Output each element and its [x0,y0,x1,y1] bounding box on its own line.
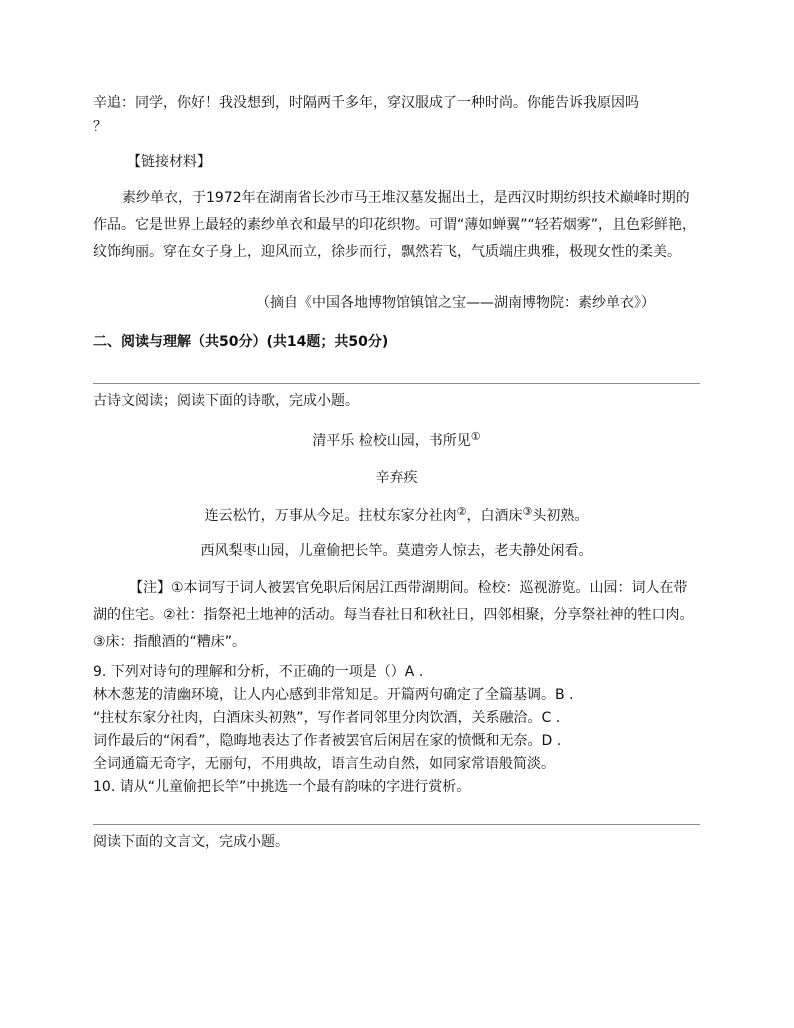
divider-rule [93,383,700,384]
poem-notes: 【注】①本词写于词人被罢官免职后闲居江西带湖期间。检校：巡视游览。山园：词人在带湖的住宅。②社：指祭祀土地神的活动。每当春社日和秋社日，四邻相聚，分享祭社神的牲口肉。③床：指酿酒的“糟床”。 [93,580,694,650]
poem-note-2: ② [456,505,467,518]
dialog-line-1: 辛追：同学，你好！我没想到，时隔两千多年，穿汉服成了一种时尚。你能告诉我原因吗 [93,95,639,111]
poem-line-1 [93,506,700,526]
poem-title-text: 清平乐 检校山园，书所见 [312,433,471,449]
poem-line-1-part-c: 头初熟。 [532,508,589,524]
poem-title-note: ① [470,430,481,443]
material-heading: 【链接材料】 [127,154,211,170]
poem-intro: 古诗文阅读；阅读下面的诗歌，完成小题。 [93,393,359,409]
question-9-stem: 9. 下列对诗句的理解和分析，不正确的一项是（）A . [93,664,424,680]
dialog-line-2: ？ [93,119,107,135]
poem-author: 辛弃疾 [375,470,418,486]
material-source: （摘自《中国各地博物馆镇馆之宝——湖南博物院：素纱单衣》） [256,295,655,311]
question-9-option-a: 林木葱茏的清幽环境，让人内心感到非常知足。开篇两句确定了全篇基调。B . [93,687,574,703]
question-9-option-c: 词作最后的“闲看”，隐晦地表达了作者被罢官后闲居在家的愤慨和无奈。D . [93,733,562,749]
divider-rule-2 [93,824,700,825]
poem-title [93,431,700,451]
question-10: 10. 请从“儿童偷把长竿”中挑选一个最有韵味的字进行赏析。 [93,779,471,795]
poem-line-1-part-a: 连云松竹，万事从今足。拄杖东家分社肉 [204,508,457,524]
classical-intro: 阅读下面的文言文，完成小题。 [93,834,289,850]
poem-line-2: 西风梨枣山园，儿童偷把长竿。莫遣旁人惊去，老夫静处闲看。 [200,543,593,559]
question-9-option-b: “拄杖东家分社肉，白酒床头初熟”，写作者同邻里分肉饮酒，关系融洽。C . [93,710,561,726]
poem-line-1-part-b: ，白酒床 [466,508,523,524]
section-title: 二、阅读与理解（共50分）(共14题；共50分) [93,334,389,350]
poem-note-3: ③ [522,505,533,518]
question-9-option-d: 全词通篇无奇字，无丽句，不用典故，语言生动自然，如同家常语般简淡。 [93,756,555,772]
material-body: 素纱单衣，于1972年在湖南省长沙市马王堆汉墓发掘出土，是西汉时期纺织技术巅峰时期的作品。它是世界上最轻的素纱单衣和最早的印花织物。可谓“薄如蝉翼”“轻若烟雾”，且色彩鲜艳，纹饰绚丽。穿在女子身上，迎风而立，徐步而行，飘然若飞，气质端庄典雅，极现女性的柔美。 [93,190,697,260]
